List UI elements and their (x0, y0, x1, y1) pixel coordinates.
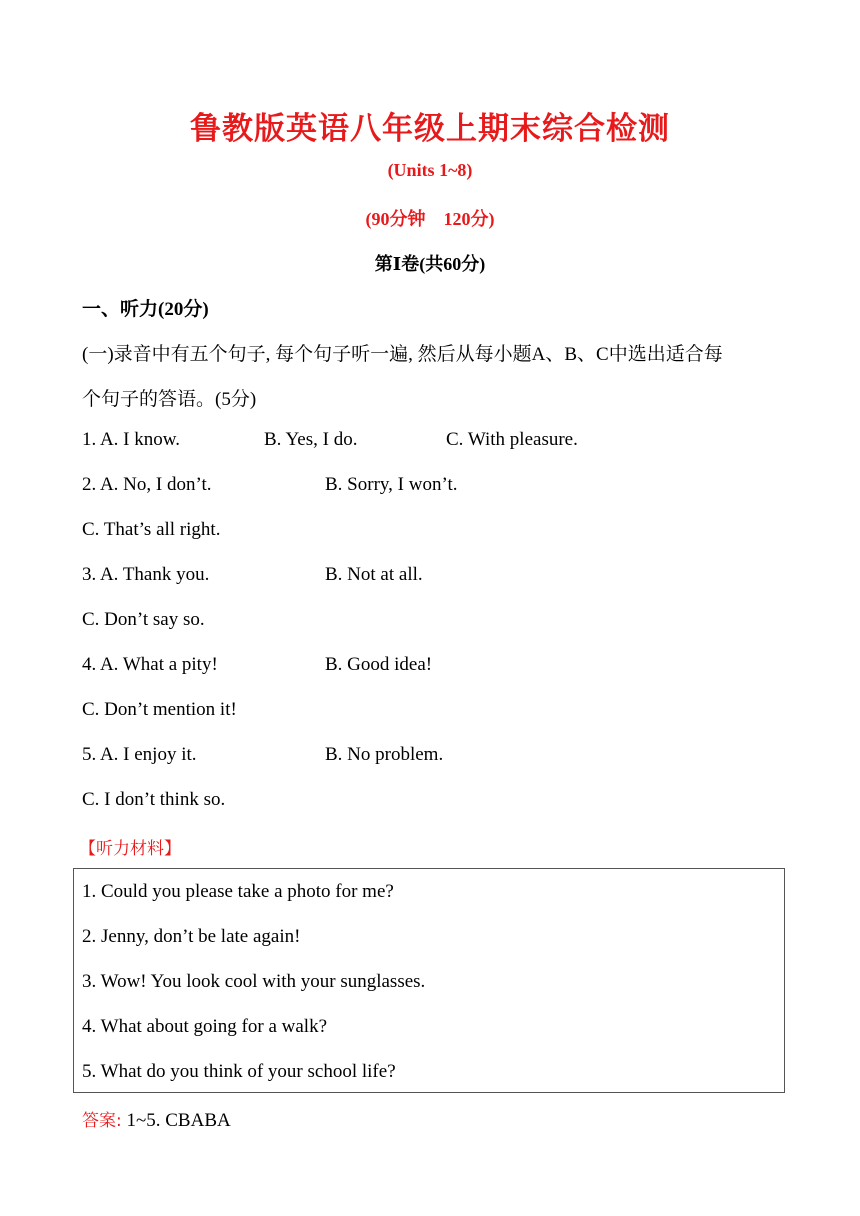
section-heading: 一、听力(20分) (82, 299, 209, 320)
answer-label: 答案: (82, 1111, 122, 1131)
option-b: B. Yes, I do. (264, 429, 358, 450)
option-c: C. With pleasure. (446, 429, 578, 450)
time-score-subtitle: (90分钟 120分) (365, 209, 495, 229)
option-a: 1. A. I know. (82, 429, 180, 450)
option-c: C. I don’t think so. (82, 789, 226, 810)
option-a: 4. A. What a pity! (82, 654, 218, 675)
instruction-line-1: (一)录音中有五个句子, 每个句子听一遍, 然后从每小题A、B、C中选出适合每 (82, 344, 723, 365)
page-title: 鲁教版英语八年级上期末综合检测 (190, 111, 670, 146)
option-b: B. No problem. (325, 744, 444, 765)
option-b: B. Good idea! (325, 654, 433, 675)
transcript-line-1: 1. Could you please take a photo for me? (82, 881, 394, 902)
instruction-line-2: 个句子的答语。(5分) (82, 389, 257, 410)
option-b: B. Sorry, I won’t. (325, 474, 458, 495)
option-c: C. Don’t say so. (82, 609, 205, 630)
transcript-line-3: 3. Wow! You look cool with your sunglasses. (82, 971, 426, 992)
units-subtitle: (Units 1~8) (387, 160, 473, 180)
answer-line (82, 1106, 231, 1132)
option-c: C. Don’t mention it! (82, 699, 237, 720)
option-a: 3. A. Thank you. (82, 564, 210, 585)
option-c: C. That’s all right. (82, 519, 221, 540)
option-a: 5. A. I enjoy it. (82, 744, 197, 765)
answer-value: 1~5. CBABA (121, 1110, 231, 1131)
transcript-line-4: 4. What about going for a walk? (82, 1016, 327, 1037)
transcript-line-2: 2. Jenny, don’t be late again! (82, 926, 301, 947)
option-a: 2. A. No, I don’t. (82, 474, 212, 495)
listening-material-label: 【听力材料】 (79, 839, 181, 859)
volume-heading: 第Ⅰ卷(共60分) (374, 254, 486, 274)
listening-material-box (73, 868, 785, 1093)
transcript-line-5: 5. What do you think of your school life? (82, 1061, 396, 1082)
option-b: B. Not at all. (325, 564, 423, 585)
